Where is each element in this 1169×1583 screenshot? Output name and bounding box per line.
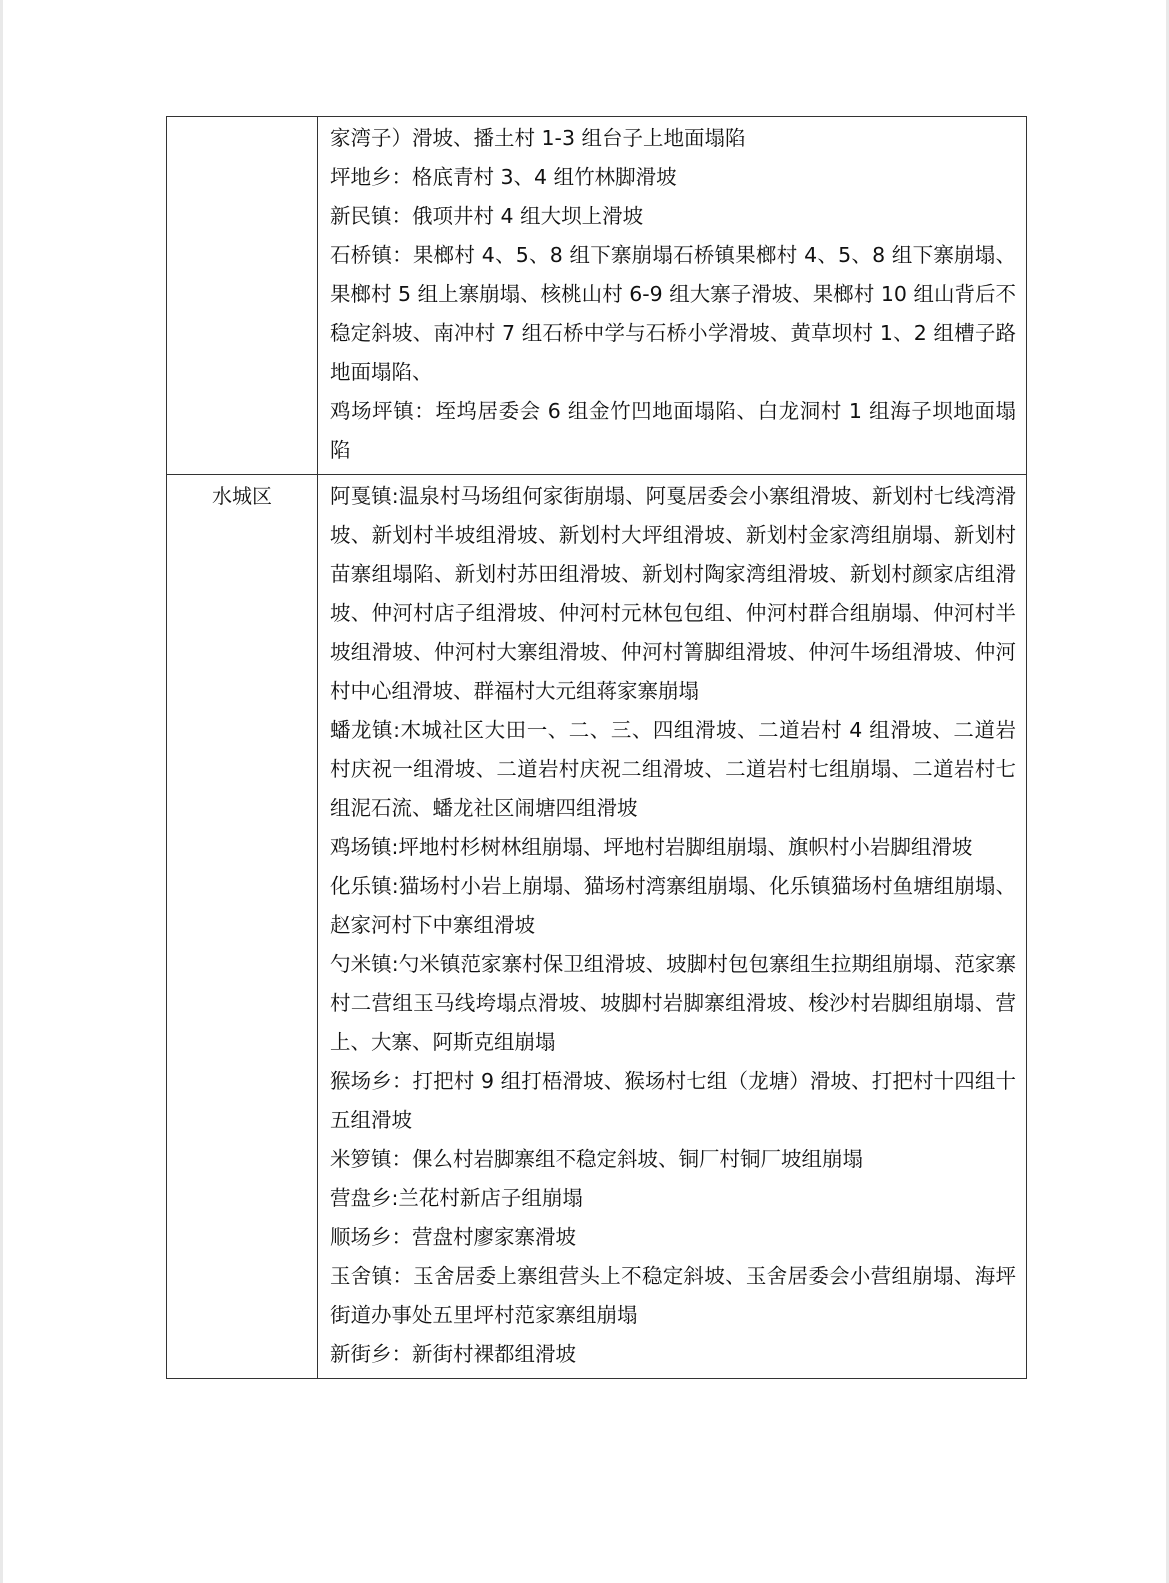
region-cell xyxy=(167,475,318,1379)
hazard-entry: 蟠龙镇:木城社区大田一、二、三、四组滑坡、二道岩村 4 组滑坡、二道岩村庆祝一组滑坡、二道岩村庆祝二组滑坡、二道岩村七组崩塌、二道岩村七组泥石流、蟠龙社区闹塘四组滑坡 xyxy=(330,718,1016,820)
hazard-entry: 猴场乡：打把村 9 组打梧滑坡、猴场村七组（龙塘）滑坡、打把村十四组十五组滑坡 xyxy=(330,1069,1016,1132)
hazard-entry: 鸡场镇:坪地村杉树林组崩塌、坪地村岩脚组崩塌、旗帜村小岩脚组滑坡 xyxy=(330,835,973,859)
hazard-entry: 阿戛镇:温泉村马场组何家街崩塌、阿戛居委会小寨组滑坡、新划村七线湾滑坡、新划村半坡组滑坡、新划村大坪组滑坡、新划村金家湾组崩塌、新划村苗寨组塌陷、新划村苏田组滑坡、新划村陶家湾组滑坡、新划村颜家店组滑坡、仲河村店子组滑坡、仲河村元林包包组、仲河村群合组崩塌、仲河村半坡组滑坡、仲河村大寨组滑坡、仲河村箐脚组滑坡、仲河牛场组滑坡、仲河村中心组滑坡、群福村大元组蒋家寨崩塌 xyxy=(330,484,1016,703)
hazard-entry: 鸡场坪镇：垤坞居委会 6 组金竹凹地面塌陷、白龙洞村 1 组海子坝地面塌陷 xyxy=(330,399,1016,462)
hazard-table xyxy=(166,116,1027,1379)
hazard-entry: 营盘乡:兰花村新店子组崩塌 xyxy=(330,1186,583,1210)
hazard-entry: 石桥镇：果榔村 4、5、8 组下寨崩塌石桥镇果榔村 4、5、8 组下寨崩塌、果榔村 5 组上寨崩塌、核桃山村 6-9 组大寨子滑坡、果榔村 10 组山背后不稳定斜坡、南冲村 7 组石桥中学与石桥小学滑坡、黄草坝村 1、2 组槽子路地面塌陷、 xyxy=(330,243,1016,384)
hazard-entry: 玉舍镇：玉舍居委上寨组营头上不稳定斜坡、玉舍居委会小营组崩塌、海坪街道办事处五里坪村范家寨组崩塌 xyxy=(330,1264,1016,1327)
content-cell xyxy=(318,117,1027,475)
region-label: 水城区 xyxy=(212,484,272,508)
table-row xyxy=(167,117,1027,475)
page-edge-left xyxy=(0,0,3,1583)
hazard-entry: 坪地乡：格底青村 3、4 组竹林脚滑坡 xyxy=(330,165,677,189)
table-row xyxy=(167,475,1027,1379)
hazard-entry: 顺场乡：营盘村廖家寨滑坡 xyxy=(330,1225,576,1249)
hazard-entry: 新民镇：俄项井村 4 组大坝上滑坡 xyxy=(330,204,644,228)
hazard-entry: 家湾子）滑坡、播土村 1-3 组台子上地面塌陷 xyxy=(330,126,746,150)
hazard-entry: 新街乡：新街村裸都组滑坡 xyxy=(330,1342,576,1366)
region-cell xyxy=(167,117,318,475)
hazard-entry: 米箩镇：倮么村岩脚寨组不稳定斜坡、铜厂村铜厂坡组崩塌 xyxy=(330,1147,863,1171)
hazard-entry: 化乐镇:猫场村小岩上崩塌、猫场村湾寨组崩塌、化乐镇猫场村鱼塘组崩塌、赵家河村下中寨组滑坡 xyxy=(330,874,1016,937)
hazard-entry: 勺米镇:勺米镇范家寨村保卫组滑坡、坡脚村包包寨组生拉期组崩塌、范家寨村二营组玉马线垮塌点滑坡、坡脚村岩脚寨组滑坡、梭沙村岩脚组崩塌、营上、大寨、阿斯克组崩塌 xyxy=(330,952,1016,1054)
content-cell xyxy=(318,475,1027,1379)
